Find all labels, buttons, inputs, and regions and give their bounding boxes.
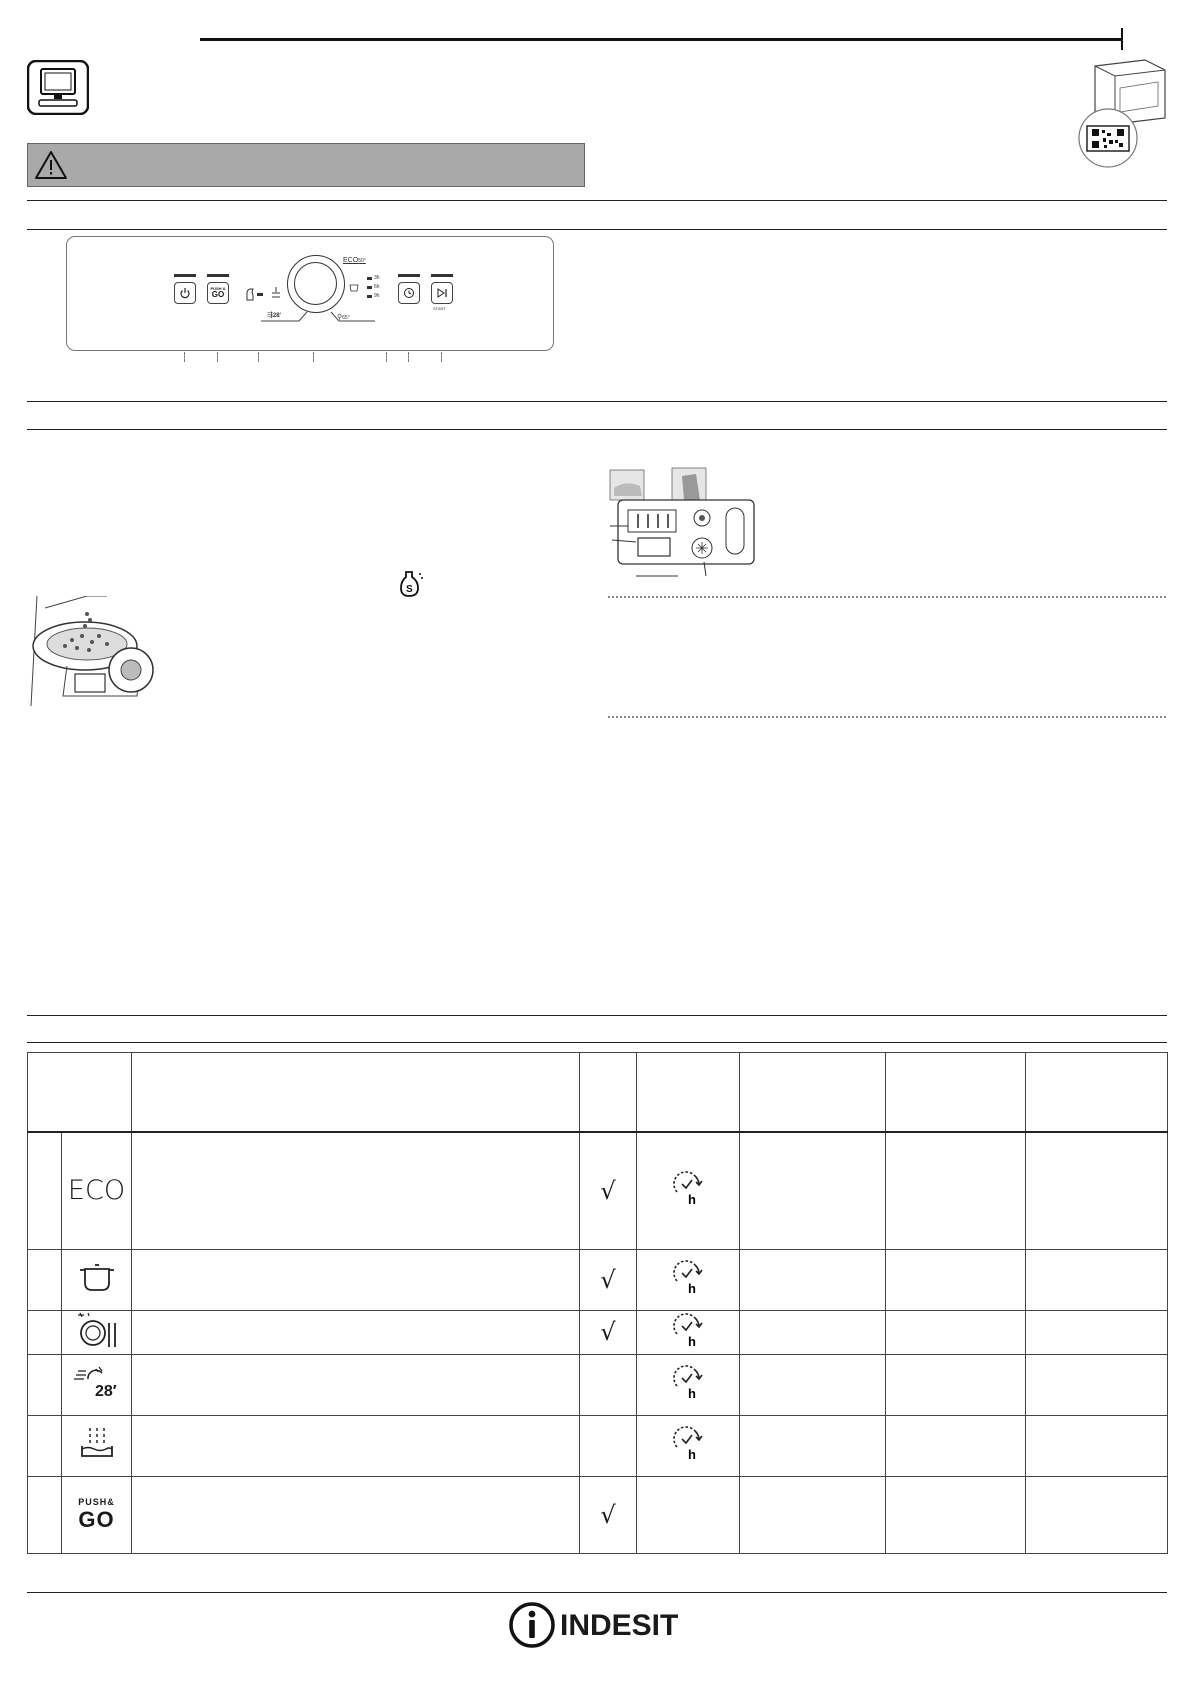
delay-start-icon xyxy=(671,1425,705,1461)
footer-rule xyxy=(27,1592,1167,1593)
check-mark: √ xyxy=(600,1176,616,1205)
table-row xyxy=(28,1132,1168,1249)
brand-logo xyxy=(508,1601,698,1649)
table-row xyxy=(28,1249,1168,1310)
push-go-icon: PUSH& GO xyxy=(62,1476,132,1553)
table-header-cell xyxy=(637,1053,740,1133)
control-panel-diagram: PUSH & GO ECO50° ⚲65° ⇶28' 3h 6h 9h START xyxy=(66,236,554,351)
dishwasher-qr-illustration xyxy=(1070,58,1170,170)
dotted-divider xyxy=(608,716,1166,718)
section-rule xyxy=(27,429,1167,430)
table-header-cell xyxy=(580,1053,637,1133)
brand-name: INDESIT xyxy=(560,1609,679,1642)
delay-start-icon xyxy=(671,1170,705,1206)
eco-program-label: ECO50° xyxy=(343,257,366,264)
eco-program-icon: ECO xyxy=(62,1132,132,1249)
table-row xyxy=(28,1415,1168,1476)
warning-triangle-icon xyxy=(34,150,68,180)
program-selector-dial[interactable] xyxy=(287,255,345,313)
quick-28-icon: 28′ xyxy=(62,1354,132,1415)
dial-arc-left xyxy=(259,309,309,323)
push-go-button[interactable] xyxy=(207,282,229,304)
section-rule xyxy=(27,229,1167,230)
check-mark: √ xyxy=(600,1318,616,1346)
quick-wash-icon: ⇶ xyxy=(267,312,273,319)
callout-leader xyxy=(184,352,185,362)
table-header-cell xyxy=(740,1053,886,1133)
rinse-aid-led xyxy=(257,293,263,296)
callout-leader xyxy=(217,352,218,362)
section-rule xyxy=(27,1042,1167,1043)
header-rule-end-tick xyxy=(1121,28,1123,50)
indicator-bar xyxy=(431,274,453,277)
svg-text:h: h xyxy=(688,1447,696,1461)
power-icon xyxy=(179,287,191,299)
delay-start-button[interactable] xyxy=(398,282,420,304)
pot-icon xyxy=(77,1261,117,1293)
dotted-divider xyxy=(608,596,1166,598)
indicator-bar xyxy=(174,274,196,277)
rinse-aid-indicator-icon xyxy=(243,287,257,301)
callout-leader xyxy=(386,352,387,362)
callout-leader xyxy=(441,352,442,362)
svg-text:h: h xyxy=(688,1281,696,1295)
svg-text:S: S xyxy=(406,584,413,595)
table-row xyxy=(28,1310,1168,1354)
play-pause-icon xyxy=(436,287,448,299)
indesit-logo-mark xyxy=(508,1601,556,1649)
svg-text:h: h xyxy=(688,1333,696,1348)
salt-reservoir-illustration xyxy=(27,596,157,716)
table-row xyxy=(28,1354,1168,1415)
header-rule xyxy=(200,38,1123,41)
table-header-row xyxy=(28,1053,1168,1133)
check-mark: √ xyxy=(600,1500,616,1529)
salt-bottle-icon xyxy=(398,568,424,598)
go-label: GO xyxy=(211,290,225,299)
power-button[interactable] xyxy=(174,282,196,304)
monitor-icon xyxy=(27,60,89,115)
callout-leader xyxy=(408,352,409,362)
table-header-cell xyxy=(1026,1053,1168,1133)
pot-icon xyxy=(349,283,359,292)
callout-leader xyxy=(258,352,259,362)
delay-clock-icon xyxy=(403,287,415,299)
quick-wash-icon xyxy=(74,1365,104,1383)
table-header-cell xyxy=(28,1053,132,1133)
section-rule xyxy=(27,200,1167,201)
detergent-dispenser-illustration xyxy=(608,466,758,586)
section-rule xyxy=(27,401,1167,402)
prewash-icon xyxy=(78,1424,116,1462)
delay-start-icon xyxy=(671,1312,705,1348)
dishes-icon: ⚲ xyxy=(337,314,343,321)
svg-text:h: h xyxy=(688,1386,696,1400)
dial-arc-right xyxy=(329,309,379,323)
table-header-cell xyxy=(886,1053,1026,1133)
push-go-label: PUSH & xyxy=(210,286,226,291)
svg-text:h: h xyxy=(688,1192,696,1207)
delay-start-icon xyxy=(671,1364,705,1400)
intensive-program-label: ⚲65° xyxy=(337,314,350,321)
warning-bar xyxy=(27,143,585,187)
quick-program-label: ⇶28' xyxy=(267,312,281,319)
dial-inner-ring xyxy=(294,262,337,305)
indicator-bar xyxy=(207,274,229,277)
table-header-cell xyxy=(132,1053,580,1133)
start-pause-button[interactable] xyxy=(431,282,453,304)
delay-start-icon xyxy=(671,1259,705,1295)
check-mark: √ xyxy=(600,1265,616,1294)
salt-indicator-icon xyxy=(269,285,283,299)
table-row xyxy=(28,1476,1168,1553)
dishes-icon xyxy=(75,1311,119,1349)
program-table xyxy=(27,1052,1168,1554)
callout-leader xyxy=(313,352,314,362)
section-rule xyxy=(27,1015,1167,1016)
start-caption: START xyxy=(433,306,446,311)
indicator-bar xyxy=(398,274,420,277)
